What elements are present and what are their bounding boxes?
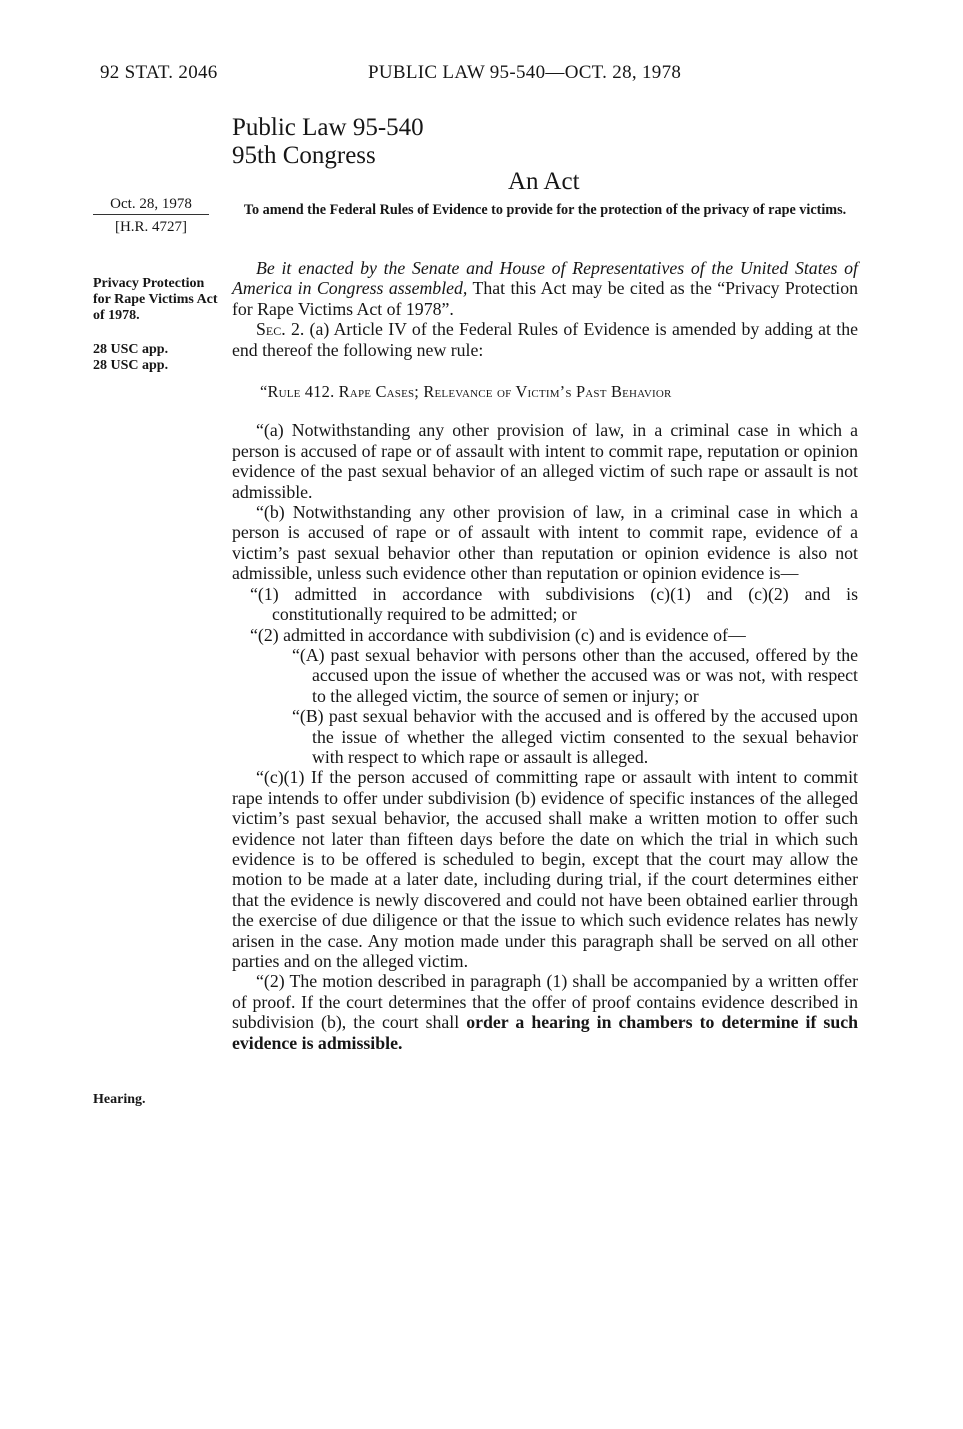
margin-date: Oct. 28, 1978 [93, 196, 209, 215]
margin-usc-citation: 28 USC app. [93, 358, 169, 373]
running-title: PUBLIC LAW 95-540—OCT. 28, 1978 [368, 62, 682, 83]
subparagraph-bA: “(A) past sexual behavior with persons other than the accused, offered by the accused upon the issue of whether the accused was or was not, with respect to the alleged victim, the source of semen or injury; or [292, 644, 858, 706]
law-number: Public Law 95-540 [232, 114, 424, 141]
subdivision-b: “(b) Notwithstanding any other provision of law, in a criminal case in which a person is accused of rape or of assault with intent to commit rape, evidence of a victim’s past sexual behavior other than reputation or opinion evidence is also not admissible, unless such evidence other than reputation or opinion evidence is— [232, 502, 858, 584]
margin-hearing: Hearing. [93, 1092, 146, 1107]
margin-bill-number: [H.R. 4727] [114, 219, 188, 235]
subdivision-a: “(a) Notwithstanding any other provision of law, in a criminal case in which a person is accused of rape or of assault with intent to commit rape, reputation or opinion evidence of the past sexual behavior of an alleged victim of such rape or assault is not admissible. [232, 420, 858, 502]
statute-page-number: 92 STAT. 2046 [100, 62, 218, 83]
subparagraph-bB: “(B) past sexual behavior with the accused and is offered by the accused upon the issue of whether the alleged victim consented to the sexual behavior with respect to which rape or assault is alleged. [292, 706, 858, 767]
act-purpose: To amend the Federal Rules of Evidence to provide for the protection of the privacy of rape victims. [243, 202, 847, 218]
paragraph-b1: “(1) admitted in accordance with subdivisions (c)(1) and (c)(2) and is constitutionally required to be admitted; or [250, 583, 858, 625]
rule-heading: “Rule 412. Rape Cases; Relevance of Victim’s Past Behavior [260, 382, 672, 402]
congress-number: 95th Congress [232, 142, 376, 169]
margin-usc-citation: 28 USC app. [93, 342, 169, 357]
enacting-clause: Be it enacted by the Senate and House of Representatives of the United States of America in Congress assembled, That this Act may be cited as the “Privacy Protection for Rape Victims Act of 1978”. [232, 258, 858, 319]
margin-short-title: Privacy Protection for Rape Victims Act of 1978. [93, 276, 218, 323]
act-body [232, 258, 858, 1053]
section-2: Sec. 2. (a) Article IV of the Federal Rules of Evidence is amended by adding at the end thereof the following new rule: [232, 319, 858, 360]
paragraph-c2: “(2) The motion described in paragraph (1) shall be accompanied by a written offer of proof. If the court determines that the offer of proof contains evidence described in subdivision (b), the court shall order a hearing in chambers to determine if such evidence is admissible. [232, 971, 859, 1053]
paragraph-c1: “(c)(1) If the person accused of committing rape or assault with intent to commit rape intends to offer under subdivision (b) evidence of specific instances of the alleged victim’s past sexual behavior, the accused shall make a written motion to offer such evidence not later than fifteen days before the date on which the trial in which such evidence is to be offered is scheduled to begin, except that the court may allow the motion to be made at a later date, including during trial, if the court determines either that the evidence is newly discovered and could not have been obtained earlier through the exercise of due diligence or that the issue to which such evidence relates has newly arisen in the case. Any motion made under this paragraph shall be served on all other parties and on the alleged victim. [232, 767, 858, 971]
act-heading: An Act [508, 168, 580, 195]
paragraph-b2: “(2) admitted in accordance with subdivision (c) and is evidence of— [250, 624, 746, 645]
